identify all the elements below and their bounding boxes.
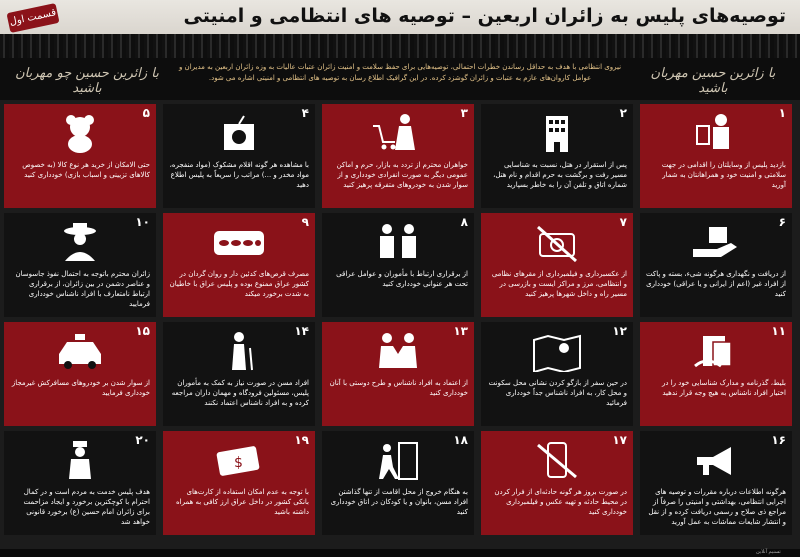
intro-section — [0, 58, 800, 100]
tip-text: از برقراری ارتباط با مأموران و عوامل عراقی تحت هر عنوانی خودداری کنید — [336, 270, 468, 288]
tip-card — [481, 431, 633, 535]
tip-text: هدف پلیس خدمت به مردم است و در کمال احترام با کوچکترین برخورد و ایجاد مزاحمت برای زائران امام حسین (ع) برخورد قانونی خواهد شد — [23, 488, 150, 526]
tip-card — [322, 104, 474, 208]
tip-number: ۷ — [619, 215, 627, 229]
tip-text: مصرف قرص‌های کدئین دار و روان گردان در کشور عراق ممنوع بوده و پلیس عراق با خاطیان به شدت برخورد میکند — [169, 270, 309, 298]
tip-text: در صورت بروز هر گونه حادثه‌ای از فرار کردن در محیط حادثه و تهیه عکس و فیلمبرداری خودداری کنید — [494, 488, 627, 516]
tip-card — [4, 213, 156, 317]
part-badge: قسمت اول — [6, 3, 59, 33]
stranger-handshake-icon — [369, 330, 427, 372]
tip-text: هرگونه اطلاعات درباره مقررات و توصیه های اجرایی انتظامی، بهداشتی و امنیتی را صرفاً از مراجع ذی صلاح و رسمی دریافت کرده و از نقل و انتشار شایعات مماشات به عمل آورید — [648, 488, 786, 526]
taxi-car-icon — [51, 330, 109, 372]
tip-number: ۱۶ — [771, 433, 786, 447]
tip-card — [4, 104, 156, 208]
calligraphy-right: با زائرین حسین مهربان باشید — [650, 66, 776, 96]
tip-text: از دریافت و نگهداری هرگونه شیء، بسته و پاکت از افراد غیر (اعم از ایرانی و یا عراقی) خودداری کنید — [645, 270, 786, 298]
tip-number: ۱ — [778, 106, 786, 120]
elderly-person-icon — [210, 330, 268, 372]
package-in-hand-icon — [687, 221, 745, 263]
tip-card — [322, 431, 474, 535]
tip-number: ۱۵ — [135, 324, 150, 338]
tip-text: با توجه به عدم امکان استفاده از کارت‌های بانکی کشور در داخل عراق ارز کافی به همراه داشته باشید — [176, 488, 309, 516]
tip-number: ۱۰ — [135, 215, 150, 229]
tip-text: حتی الامکان از خرید هر نوع کالا (به خصوص کالاهای تزیینی و اسباب بازی) خودداری کنید — [22, 161, 150, 179]
pill-blister-icon — [210, 221, 268, 263]
tip-number: ۳ — [460, 106, 468, 120]
tip-card — [481, 213, 633, 317]
tip-card — [640, 431, 792, 535]
page-title: توصیه‌های پلیس به زائران اربعین – توصیه های انتظامی و امنیتی — [183, 5, 786, 27]
passport-documents-icon — [687, 330, 745, 372]
tip-card — [4, 431, 156, 535]
tip-text: خواهران محترم از تردد به بازار، حرم و اماکن عمومی دیگر به صورت انفرادی خودداری و از سوار شدن به خودروهای متفرقه پرهیز کنید — [336, 161, 468, 189]
explosive-package-icon — [210, 112, 268, 154]
tip-card — [640, 104, 792, 208]
no-phone-icon — [528, 439, 586, 481]
crowd-silhouette — [0, 34, 800, 58]
tip-number: ۱۳ — [453, 324, 468, 338]
spy-person-icon — [51, 221, 109, 263]
tip-number: ۶ — [778, 215, 786, 229]
tip-card — [163, 322, 315, 426]
tip-number: ۱۲ — [612, 324, 627, 338]
tip-number: ۱۴ — [294, 324, 309, 338]
tip-card — [640, 322, 792, 426]
tip-card — [322, 213, 474, 317]
tip-text: به هنگام خروج از محل اقامت از تنها گذاشتن افراد مسن، بانوان و یا کودکان در اتاق خودداری کنید — [330, 488, 468, 516]
tip-card — [4, 322, 156, 426]
exit-door-icon — [369, 439, 427, 481]
header-banner — [0, 0, 800, 58]
no-camera-icon — [528, 221, 586, 263]
tip-number: ۲۰ — [135, 433, 150, 447]
svg-text:$: $ — [234, 455, 243, 471]
intro-text: نیروی انتظامی با هدف به حداقل رساندن خطرات احتمالی، توصیه‌هایی برای حفظ سلامت و امنیت زائران عتبات عالیات به وزه زائران اربعین به مدیران و عوامل کاروان‌های عازم به عتبات و زائران گوشزد کرده. در این گرافیک اطلاع رسان به توصیه های انتظامی و امنیتی اشاره می شود. — [178, 63, 622, 82]
tip-card — [481, 104, 633, 208]
tip-number: ۱۹ — [294, 433, 309, 447]
tip-text: پس از استقرار در هتل، نسبت به شناسایی مسیر رفت و برگشت به حرم اقدام و نام هتل، شماره اتاق و تلفن آن را به خاطر بسپارید — [493, 161, 627, 189]
tip-number: ۴ — [301, 106, 309, 120]
hotel-building-icon — [528, 112, 586, 154]
tip-number: ۱۸ — [453, 433, 468, 447]
tip-text: از عکسبرداری و فیلمبرداری از مقرهای نظامی و انتظامی، مرز و مراکز ایست و بازرسی در مسیر راه و داخل شهرها پرهیز کنید — [491, 270, 627, 298]
tip-text: بلیط، گذرنامه و مدارک شناسایی خود را در اختیار افراد ناشناس به هیچ وجه قرار ندهید — [662, 379, 786, 397]
meeting-officials-icon — [369, 221, 427, 263]
tip-number: ۲ — [619, 106, 627, 120]
tip-text: با مشاهده هر گونه اقلام مشکوک (مواد منفجره، مواد مخدر و ...) مراتب را سریعاً به پلیس اطلاع دهید — [169, 161, 309, 189]
tip-number: ۱۷ — [612, 433, 627, 447]
money-bill-icon — [210, 439, 268, 481]
tip-number: ۸ — [460, 215, 468, 229]
police-check-icon — [687, 112, 745, 154]
tip-card — [481, 322, 633, 426]
tip-card — [640, 213, 792, 317]
footer-credit: تسنیم آنلاین — [756, 549, 781, 555]
tip-text: افراد مسن در صورت نیاز به کمک به مأموران پلیس، مسئولین فرودگاه و مهمان داران مراجعه کرده و به افراد ناشناس اعتماد نکنند — [171, 379, 309, 407]
tip-number: ۱۱ — [771, 324, 786, 338]
map-pin-icon — [528, 330, 586, 372]
tip-number: ۹ — [301, 215, 309, 229]
tip-text: بازدید پلیس از وسایلتان را اقدامی در جهت سلامتی و امنیت خود و همراهانتان به شمار آورید — [661, 161, 786, 189]
tip-text: از سوار شدن بر خودروهای مسافرکش غیرمجاز خودداری فرمایید — [11, 379, 150, 397]
woman-shopping-cart-icon — [369, 112, 427, 154]
tip-card — [163, 431, 315, 535]
tip-card — [163, 213, 315, 317]
calligraphy-left: با زائرین حسین چو مهربان باشید — [15, 66, 159, 96]
tip-text: در حین سفر از بازگو کردن نشانی محل سکونت و محل کار، به افراد ناشناس جداً خودداری فرمائید — [488, 379, 627, 407]
footer — [0, 549, 800, 557]
tips-grid — [0, 100, 800, 557]
megaphone-icon — [687, 439, 745, 481]
teddy-bear-icon — [51, 112, 109, 154]
tip-card — [322, 322, 474, 426]
police-officer-icon — [51, 439, 109, 481]
tip-number: ۵ — [142, 106, 150, 120]
tip-text: زائران محترم باتوجه به احتمال نفوذ جاسوسان و عناصر دشمن در بین زائران، از برقراری ارتباط نامتعارف با افراد ناشناس خودداری فرمایید — [15, 270, 150, 308]
tip-card — [163, 104, 315, 208]
tip-text: از اعتماد به افراد ناشناس و طرح دوستی با آنان خودداری کنید — [329, 379, 468, 397]
